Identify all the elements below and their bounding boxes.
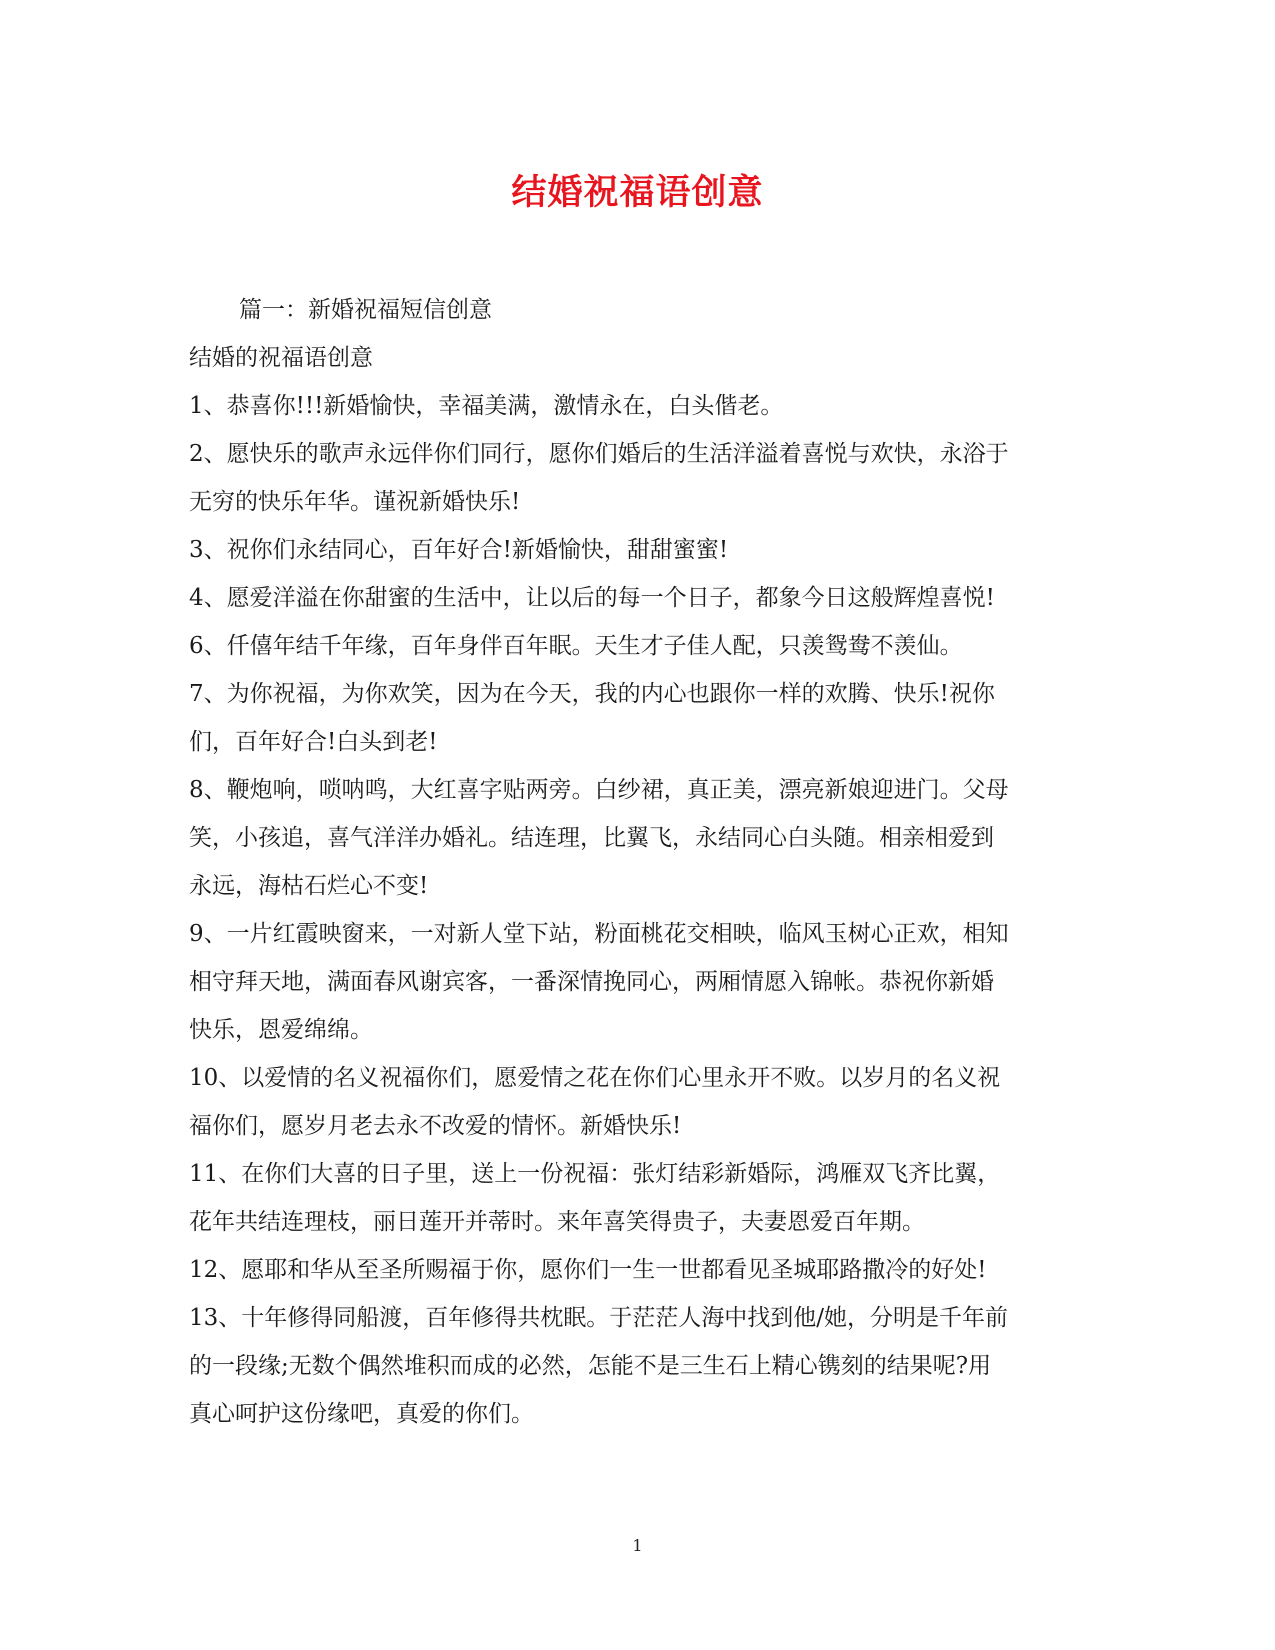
paragraph-line: 的一段缘;无数个偶然堆积而成的必然，怎能不是三生石上精心镌刻的结果呢?用 — [189, 1353, 992, 1379]
paragraph-line: 无穷的快乐年华。谨祝新婚快乐! — [189, 489, 521, 515]
paragraph-line: 2、愿快乐的歌声永远伴你们同行，愿你们婚后的生活洋溢着喜悦与欢快，永浴于 — [189, 441, 1009, 467]
paragraph-line: 1、恭喜你!!!新婚愉快，幸福美满，激情永在，白头偕老。 — [189, 393, 784, 419]
paragraph-line: 福你们，愿岁月老去永不改爱的情怀。新婚快乐! — [189, 1113, 682, 1139]
paragraph-line: 真心呵护这份缘吧，真爱的你们。 — [189, 1401, 534, 1427]
paragraph-line: 4、愿爱洋溢在你甜蜜的生活中，让以后的每一个日子，都象今日这般辉煌喜悦! — [189, 585, 995, 611]
paragraph-line: 9、一片红霞映窗来，一对新人堂下站，粉面桃花交相映，临风玉树心正欢，相知 — [189, 921, 1009, 947]
paragraph-line: 8、鞭炮响，唢呐鸣，大红喜字贴两旁。白纱裙，真正美，漂亮新娘迎进门。父母 — [189, 777, 1009, 803]
paragraph-line: 12、愿耶和华从至圣所赐福于你，愿你们一生一世都看见圣城耶路撒冷的好处! — [189, 1257, 987, 1283]
page-number: 1 — [632, 1536, 643, 1555]
paragraph-line: 快乐，恩爱绵绵。 — [189, 1017, 373, 1043]
document-body — [189, 286, 1079, 1438]
paragraph-line: 10、以爱情的名义祝福你们，愿爱情之花在你们心里永开不败。以岁月的名义祝 — [189, 1065, 1001, 1091]
paragraph-line: 13、十年修得同船渡，百年修得共枕眠。于茫茫人海中找到他/她，分明是千年前 — [189, 1305, 1009, 1331]
paragraph-line: 相守拜天地，满面春风谢宾客，一番深情挽同心，两厢情愿入锦帐。恭祝你新婚 — [189, 969, 994, 995]
paragraph-line: 永远，海枯石烂心不变! — [189, 873, 429, 899]
section-heading: 篇一：新婚祝福短信创意 — [239, 297, 492, 323]
paragraph-line: 笑，小孩追，喜气洋洋办婚礼。结连理，比翼飞，永结同心白头随。相亲相爱到 — [189, 825, 994, 851]
paragraph-line: 花年共结连理枝，丽日莲开并蒂时。来年喜笑得贵子，夫妻恩爱百年期。 — [189, 1209, 925, 1235]
paragraph-line: 们，百年好合!白头到老! — [189, 729, 438, 755]
paragraph-line: 7、为你祝福，为你欢笑，因为在今天，我的内心也跟你一样的欢腾、快乐!祝你 — [189, 681, 995, 707]
paragraph-line: 11、在你们大喜的日子里，送上一份祝福：张灯结彩新婚际，鸿雁双飞齐比翼， — [189, 1161, 1001, 1187]
paragraph-line: 3、祝你们永结同心，百年好合!新婚愉快，甜甜蜜蜜! — [189, 537, 729, 563]
paragraph-line: 6、仟僖年结千年缘，百年身伴百年眠。天生才子佳人配，只羡鸳鸯不羡仙。 — [189, 633, 963, 659]
document-title: 结婚祝福语创意 — [511, 172, 764, 213]
paragraph-line: 结婚的祝福语创意 — [189, 345, 373, 371]
